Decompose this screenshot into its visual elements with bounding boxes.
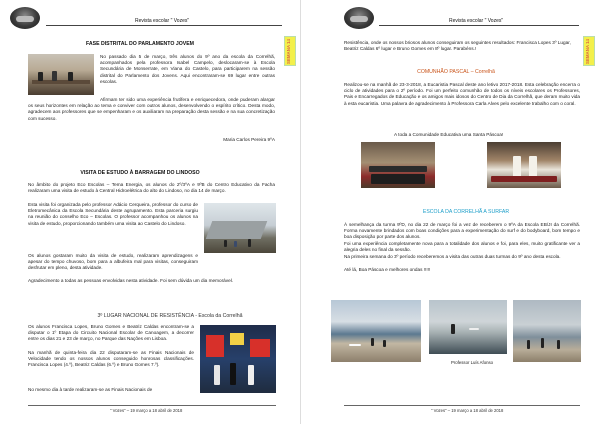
footer-rule bbox=[344, 405, 580, 406]
section-title-barragem: VISITA DE ESTUDO À BARRAGEM DO LINDOSO bbox=[80, 170, 200, 176]
surf-paragraph-3: Na primeira semana do 3º período receberemos a visita das outras duas turmas do 9º ano desta escola. bbox=[344, 254, 561, 259]
school-logo-icon bbox=[344, 7, 374, 29]
side-label-tab bbox=[583, 36, 595, 66]
page-footer: " Vozes" – 19 março a 18 abril de 2018 bbox=[431, 408, 504, 413]
barragem-paragraph-1: No âmbito do projeto Eco Escolas – Tema Energia, os alunos do 2º/3ºA e 9ºB do Centro Educativo da Facha realizaram uma visita de estudo à Central Hidroelétrica do alto do Lindoso, no dia 14 de março. bbox=[28, 182, 275, 194]
section-title-canoagem bbox=[70, 313, 270, 319]
footer-rule bbox=[28, 405, 276, 406]
photo-parlamento bbox=[28, 54, 94, 95]
photo-surf-3 bbox=[513, 300, 581, 362]
header-rule bbox=[379, 25, 579, 26]
surf-paragraph-1: À semelhança da turma 9ºD, no dia 22 de março foi a vez de receberem o 9ºA da Escola EB/JI da Correlhã. Forma novamente brindados com boas condições para a experimentação do surf e do bodyboard, bom tempo e boa disposição por parte dos alunos. bbox=[344, 222, 580, 240]
photo-canoagem bbox=[200, 325, 276, 393]
right-page bbox=[300, 0, 600, 424]
section-title-parlamento: FASE DISTRITAL DO PARLAMENTO JOVEM bbox=[86, 41, 194, 47]
header-rule bbox=[46, 25, 282, 26]
side-label-tab bbox=[284, 36, 296, 66]
photo-comunhao-2 bbox=[487, 142, 561, 188]
canoagem-paragraph-3: No mesmo dia à tarde realizaram-se as Finais Nacionais de bbox=[28, 387, 153, 392]
parlamento-signature: Maria Carlos Pereira 9ºA bbox=[223, 137, 275, 142]
parlamento-paragraph-1: No passado dia 5 de março, três alunos do 9º ano da escola da Correlhã, acompanhados pela professora Isabel Campelo, deslocaram-se à Escola Secundária de Monserrate, em Viana do Castelo, para participarem na sessão distrital do Parlamento dos Jovens. Aqui encontraram-se 69 lugar entre outras escolas. bbox=[100, 54, 275, 84]
comunhao-title-text: COMUNHÃO PASCAL – Correlhã bbox=[417, 69, 495, 75]
comunhao-caption: A toda a Comunidade Educativa uma Santa Páscoa! bbox=[394, 132, 504, 137]
photo-surf-2 bbox=[429, 300, 507, 354]
intro-paragraph: Resistência, onde os nossos briosos alunos conseguiram os seguintes resultados: Francisca Lopes 3º Lugar, Beatriz Caldas 6º lugar e Bruno Gomes em 8º lugar. Parabéns.! bbox=[344, 40, 571, 52]
surf-paragraph-4: Até lá, Boa Páscoa e melhores ondas !!!!! bbox=[344, 267, 431, 272]
photo-barragem bbox=[204, 203, 276, 253]
photo-comunhao-1 bbox=[361, 142, 435, 188]
side-label: SEMANA 14 bbox=[286, 39, 291, 64]
canoagem-paragraph-1: Os alunos Francisca Lopes, Bruno Gomes e Beatriz Caldas encontram-se a disputar o 1º Etapa do Circuito Nacional Escolar de Canoagem, a decorrer entre os dias 21 e 23 de março, no Parque das Nações em Lisboa. bbox=[28, 324, 194, 342]
photo-credit: Professor Luís Afonso bbox=[451, 360, 494, 365]
section-title-comunhao bbox=[391, 69, 521, 75]
surf-paragraph-2: Foi uma experiência completamente nova para a totalidade dos alunos e foi, para eles, muito gratificante ver a alegria deles no final da sessão. bbox=[344, 241, 580, 253]
canoagem-title-text: 3º LUGAR NACIONAL DE RESISTÊNCIA - Escola da Correlhã bbox=[97, 313, 243, 319]
page-footer: " Vozes" – 19 março a 18 abril de 2018 bbox=[110, 408, 183, 413]
barragem-paragraph-3: Os alunos gostaram muito da visita de estudo, realizaram aprendizagens e apesar do tempo chuvoso, bom para a albufeira mal para visitas, conseguiram desfrutar em pleno, desta atividade. bbox=[28, 253, 198, 271]
school-logo-icon bbox=[10, 7, 40, 29]
canoagem-paragraph-2: Na manhã de quinta-feira dia 22 disputaram-se as Finais Nacionais de Velocidade tendo os nossos alunos conseguido honrosas classificações. Francisca Lopes (4.º), Beatriz Caldas (6.º) e Bruno Gomes 7.º). bbox=[28, 350, 194, 368]
comunhao-paragraph: Realizou-se na manhã de 23-3-2018, a Eucaristia Pascal deste ano letivo 2017-2018. Esta celebração encerra o ciclo de atividades para o 2º período. Foi um perfeito comunhão de todos os níveis escolares os Professores, Pais e Encarregados de Educação e os amigos mais idosos do Centro de Dia da Correlhã, que deram muito vida à esta eucaristia. Uma palavra de agradecimento à Professora Carla Alves pelo excelente trabalho com o coral. bbox=[344, 82, 580, 106]
section-title-surf bbox=[401, 209, 531, 215]
barragem-paragraph-2: Esta visita foi organizada pelo professor Adácio Cerqueira, professor do curso de Eletromecânica da Escola Secundária deste agrupamento. Esta parceria surgiu na reunião do conselho Eco – Escolas. O professor acompanhou os alunos na visita de estudo, proporcionando também uma visita ao Castelo do Lindoso. bbox=[28, 202, 198, 226]
barragem-paragraph-4: Agradecimento a todas as pessoas envolvidas nesta atividade. Foi sem dúvida um dia memorável. bbox=[28, 278, 234, 283]
page-header: Revista escolar " Vozes" bbox=[135, 18, 190, 24]
side-label: SEMANA 14 bbox=[585, 39, 590, 64]
page-header: Revista escolar " Vozes" bbox=[449, 18, 504, 24]
parlamento-paragraph-2: Afirmam ter sido uma experiência frutífera e enriquecedora, onde puderam alargar os seus horizontes em relação ao tema e conviver com outros alunos, desenvolvendo o espírito crítico. Desta modo, agradecem aos professores que se empenharam e os auxiliaram na preparação desta sessão e na sua concretização com sucesso. bbox=[28, 97, 275, 121]
surf-title-text: ESCOLA DA CORRELHÃ A SURFAR bbox=[422, 209, 510, 215]
photo-surf-1 bbox=[331, 300, 421, 362]
